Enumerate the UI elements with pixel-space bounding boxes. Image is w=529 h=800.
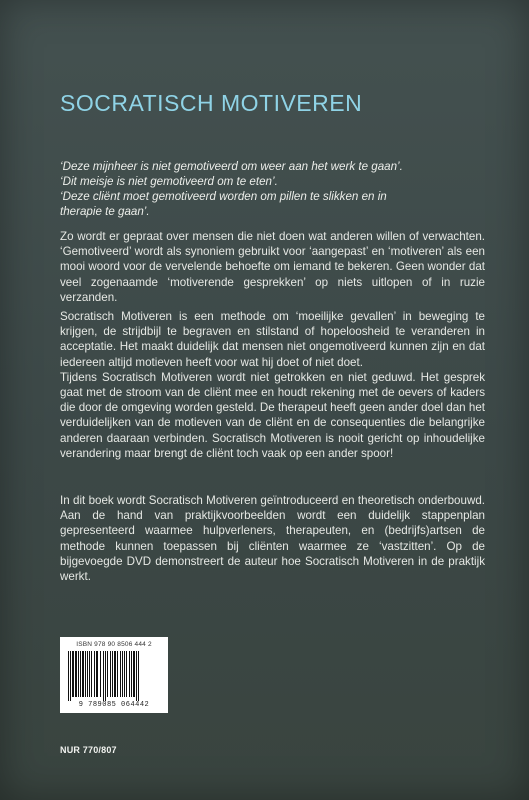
paragraph-intro (60, 229, 485, 305)
barcode-bar (94, 651, 95, 697)
barcode-bar (87, 651, 88, 697)
paragraph-book (60, 493, 485, 584)
barcode-bar (136, 651, 137, 701)
barcode-bar (105, 651, 106, 701)
barcode-bar (80, 651, 81, 697)
barcode-bar (89, 651, 90, 697)
paragraph-text: Tijdens Socratisch Motiveren wordt niet getrokken en niet geduwd. Het gesprek gaat met de stroom van de cliënt mee en houdt rekening met de oevers of kaders die door de omgeving worden gesteld. De therapeut heeft geen ander doel dan het verduidelijken van de motieven van de cliënt en de consequenties die belangrijke anderen daaraan verbinden. Socratisch Motiveren is nooit gericht op inhoudelijke verandering maar brengt de cliënt toch vaak op een ander spoor! (60, 370, 485, 460)
book-title: SOCRATISCH MOTIVEREN (60, 90, 363, 116)
barcode-bar (78, 651, 79, 697)
quote-line: therapie te gaan’. (60, 205, 150, 218)
opening-quotes (60, 159, 480, 219)
barcode-bar (100, 651, 101, 697)
quote-line: ‘Deze cliënt moet gemotiveerd worden om pillen te slikken en in (60, 190, 387, 203)
barcode-bar (68, 651, 69, 701)
barcode-bar (72, 651, 74, 697)
barcode-bar (129, 651, 130, 697)
barcode-bar (82, 651, 84, 697)
barcode-bar (91, 651, 92, 697)
paragraph-text: In dit boek wordt Socratisch Motiveren geïntroduceerd en theoretisch onderbouwd. Aan de hand van praktijkvoorbeelden wordt een duidelijk stappenplan gepresenteerd waarmee hulpverleners, therapeuten, en (bedrijfs)artsen de methode kunnen toepassen bij cliënten waarmee ze ‘vastzitten’. Op de bijgevoegde DVD demonstreert de auteur hoe Socratisch Motiveren in de praktijk werkt. (60, 494, 485, 584)
barcode-bar (126, 651, 127, 697)
isbn-label: ISBN 978 90 8506 444 2 (76, 641, 152, 648)
barcode-bar (120, 651, 121, 697)
barcode-bar (122, 651, 123, 697)
barcode-digits: 9 789085 064442 (78, 701, 150, 709)
barcode-bar (133, 651, 135, 697)
barcode-bar (110, 651, 111, 697)
quote-line: ‘Deze mijnheer is niet gemotiveerd om weer aan het werk te gaan’. (60, 160, 403, 173)
barcode-bar (131, 651, 132, 697)
barcode-bar (117, 651, 118, 697)
barcode-bar (96, 651, 98, 697)
barcode-bar (85, 651, 86, 697)
barcode-bar (107, 651, 108, 697)
barcode-bar (138, 651, 139, 701)
barcode-bar (75, 651, 77, 697)
quote-line: ‘Dit meisje is niet gemotiveerd om te eten’. (60, 175, 278, 188)
paragraph-method (60, 309, 485, 461)
barcode-bar (114, 651, 116, 697)
paragraph-text: Socratisch Motiveren is een methode om ‘moeilijke gevallen’ in beweging te krijgen, de strijdbijl te begraven en stilstand of hopeloosheid te veranderen in acceptatie. Het maakt duidelijk dat mensen niet ongemotiveerd kunnen zijn en dat iedereen altijd motieven heeft voor wat hij doet of niet doet. (60, 310, 485, 369)
isbn-barcode (60, 637, 168, 713)
nur-code: NUR 770/807 (60, 745, 117, 755)
barcode-bar (103, 651, 104, 701)
barcode-bars (66, 651, 162, 701)
barcode-bar (112, 651, 113, 697)
barcode-bar (124, 651, 125, 697)
paragraph-text: Zo wordt er gepraat over mensen die niet doen wat anderen willen of verwachten. ‘Gemotiveerd’ wordt als synoniem gebruikt voor ‘aangepast’ en ‘motiveren’ als een mooi woord voor de vervelende behoefte om iemand te bekeren. Geen wonder dat veel zogenaamde ‘motiverende gesprekken’ op niets uitlopen of in ruzie verzanden. (60, 230, 485, 304)
barcode-bar (70, 651, 71, 701)
